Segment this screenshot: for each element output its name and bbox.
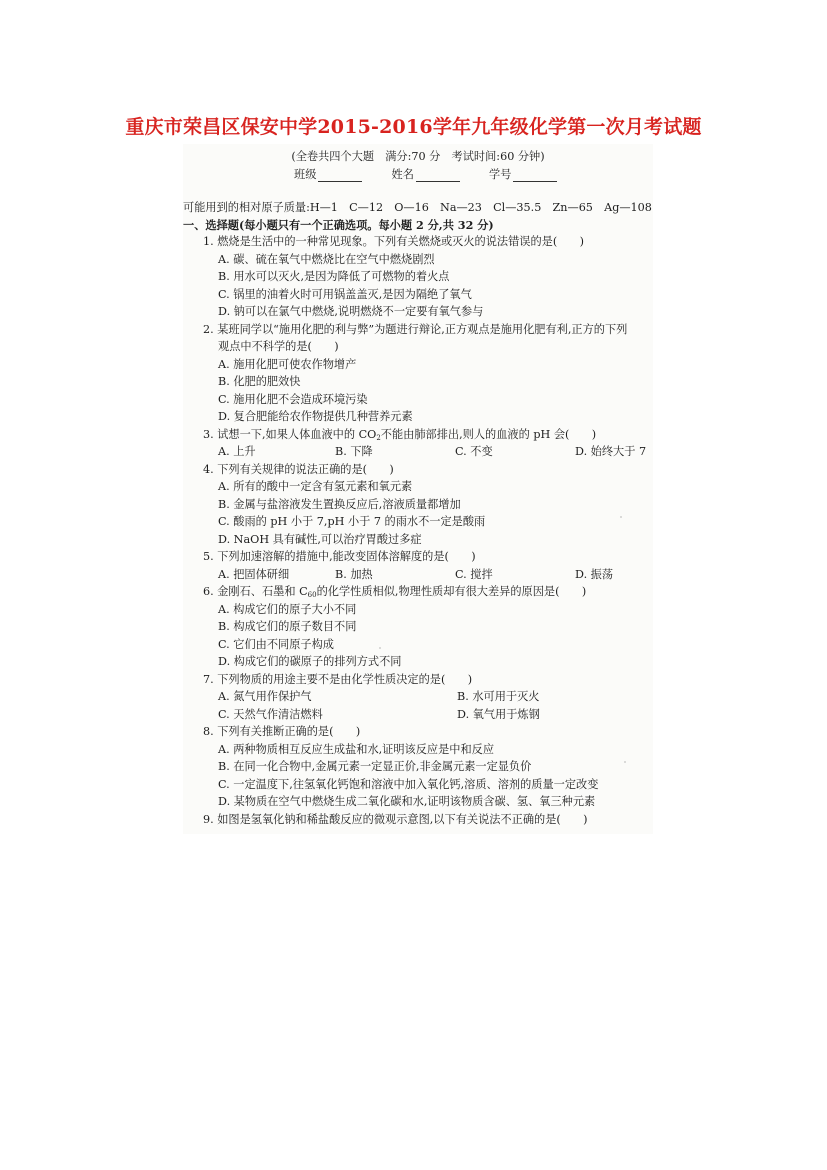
number-label: 学号 xyxy=(489,168,512,181)
question-3-stem: 3. 试想一下,如果人体血液中的 $CO_2$不能由肺部排出,则人的血液的 pH 会( ) xyxy=(203,428,597,442)
question-1-option-d: D. 钠可以在氯气中燃烧,说明燃烧不一定要有氧气参与 xyxy=(218,305,484,318)
question-1-stem: 1. 燃烧是生活中的一种常见现象。下列有关燃烧或灭火的说法错误的是( ) xyxy=(203,235,584,248)
question-2-option-c: C. 施用化肥不会造成环境污染 xyxy=(218,393,368,406)
question-4-option-a: A. 所有的酸中一定含有氢元素和氧元素 xyxy=(218,480,413,493)
question-1-option-b: B. 用水可以灭火,是因为降低了可燃物的着火点 xyxy=(218,270,450,283)
question-4-option-b: B. 金属与盐溶液发生置换反应后,溶液质量都增加 xyxy=(218,498,461,511)
question-7-option-d: D. 氧气用于炼钢 xyxy=(457,708,540,721)
question-4-stem: 4. 下列有关规律的说法正确的是( ) xyxy=(203,463,394,476)
question-6-stem: 6. 金刚石、石墨和 $C_{60}$的化学性质相似,物理性质却有很大差异的原因是( ) xyxy=(203,585,587,599)
name-label: 姓名 xyxy=(391,168,414,181)
question-5-option-b: B. 加热 xyxy=(335,568,373,581)
scan-speck xyxy=(624,761,626,763)
question-6-option-b: B. 构成它们的原子数目不同 xyxy=(218,620,357,633)
question-2-option-a: A. 施用化肥可使农作物增产 xyxy=(218,358,357,371)
question-6-option-d: D. 构成它们的碳原子的排列方式不同 xyxy=(218,655,402,668)
class-blank[interactable] xyxy=(318,170,362,182)
question-1-option-a: A. 碳、硫在氧气中燃烧比在空气中燃烧剧烈 xyxy=(218,253,435,266)
question-8-option-c: C. 一定温度下,往氢氧化钙饱和溶液中加入氧化钙,溶质、溶剂的质量一定改变 xyxy=(218,778,599,791)
question-7-option-a: A. 氮气用作保护气 xyxy=(218,690,312,703)
question-7-option-b: B. 水可用于灭火 xyxy=(457,690,540,703)
scanned-exam-page xyxy=(183,144,653,834)
question-5-stem: 5. 下列加速溶解的措施中,能改变固体溶解度的是( ) xyxy=(203,550,476,563)
question-2-option-b: B. 化肥的肥效快 xyxy=(218,375,301,388)
exam-info: (全卷共四个大题 满分:70 分 考试时间:60 分钟) xyxy=(291,150,545,163)
name-blank[interactable] xyxy=(416,170,460,182)
question-6-option-a: A. 构成它们的原子大小不同 xyxy=(218,603,357,616)
number-blank[interactable] xyxy=(513,170,557,182)
question-3-option-d: D. 始终大于 7 xyxy=(575,445,647,458)
question-7-option-c: C. 天然气作清洁燃料 xyxy=(218,708,323,721)
scan-speck xyxy=(620,516,622,518)
question-1-option-c: C. 锅里的油着火时可用锅盖盖灭,是因为隔绝了氧气 xyxy=(218,288,472,301)
question-2-option-d: D. 复合肥能给农作物提供几种营养元素 xyxy=(218,410,413,423)
student-fields xyxy=(294,168,557,182)
question-6-option-c: C. 它们由不同原子构成 xyxy=(218,638,334,651)
question-8-option-b: B. 在同一化合物中,金属元素一定显正价,非金属元素一定显负价 xyxy=(218,760,532,773)
document-title: 重庆市荣昌区保安中学2015-2016学年九年级化学第一次月考试题 xyxy=(125,116,702,138)
scan-speck xyxy=(379,647,381,649)
question-3-option-c: C. 不变 xyxy=(455,445,493,458)
question-5-option-c: C. 搅拌 xyxy=(455,568,493,581)
question-3-option-b: B. 下降 xyxy=(335,445,373,458)
question-4-option-d: D. NaOH 具有碱性,可以治疗胃酸过多症 xyxy=(218,533,422,546)
question-2-stem-cont: 观点中不科学的是( ) xyxy=(218,340,339,353)
class-label: 班级 xyxy=(294,168,317,181)
question-9-stem: 9. 如图是氢氧化钠和稀盐酸反应的微观示意图,以下有关说法不正确的是( ) xyxy=(203,813,588,826)
question-3-option-a: A. 上升 xyxy=(218,445,256,458)
question-5-option-a: A. 把固体研细 xyxy=(218,568,290,581)
question-2-stem: 2. 某班同学以“施用化肥的利与弊”为题进行辩论,正方观点是施用化肥有利,正方的下列 xyxy=(203,323,628,336)
section-heading: 一、选择题(每小题只有一个正确选项。每小题 2 分,共 32 分) xyxy=(183,218,494,232)
question-8-option-d: D. 某物质在空气中燃烧生成二氧化碳和水,证明该物质含碳、氢、氧三种元素 xyxy=(218,795,596,808)
question-7-stem: 7. 下列物质的用途主要不是由化学性质决定的是( ) xyxy=(203,673,473,686)
atomic-masses: 可能用到的相对原子质量:H—1 C—12 O—16 Na—23 Cl—35.5 Zn—65 Ag—108 xyxy=(183,201,652,214)
question-5-option-d: D. 振荡 xyxy=(575,568,614,581)
question-4-option-c: C. 酸雨的 pH 小于 7,pH 小于 7 的雨水不一定是酸雨 xyxy=(218,515,486,528)
question-8-option-a: A. 两种物质相互反应生成盐和水,证明该反应是中和反应 xyxy=(218,743,495,756)
question-8-stem: 8. 下列有关推断正确的是( ) xyxy=(203,725,361,738)
